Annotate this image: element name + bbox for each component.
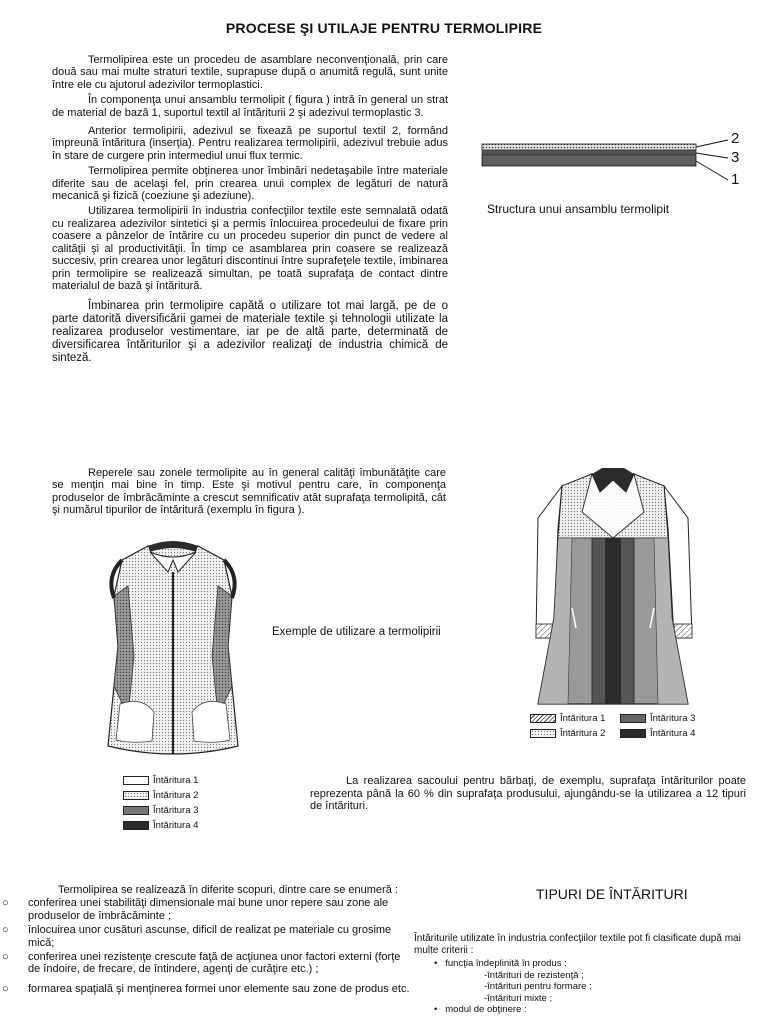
section2-paragraph: Reperele sau zonele termolipite au în general calităţi îmbunătăţite care se menţin mai bine în timp. Este şi motivul pentru care, în componenţa produselor de îmbrăcăminte a crescut semnificativ atât suprafaţa termolipită, cât şi numărul tipurilor de întăritură (exemplu în figura ).: [52, 467, 446, 517]
vest-legend-item-3: Întăritura 3: [123, 803, 198, 818]
dark-swatch-icon: [620, 729, 646, 738]
dotted-swatch-icon: [530, 729, 556, 738]
vest-illustration: [92, 536, 254, 764]
layer-label-3: 3: [731, 149, 740, 166]
structure-figure: [476, 128, 766, 198]
vest-legend: [123, 773, 198, 833]
circle-bullet-icon: ○: [2, 982, 9, 995]
types-heading: TIPURI DE ÎNTĂRITURI: [536, 886, 688, 902]
white-swatch-icon: [123, 776, 149, 785]
coat-illustration: [528, 468, 698, 710]
mid-swatch-icon: [620, 714, 646, 723]
purposes-intro: Termolipirea se realizează în diferite scopuri, dintre care se enumeră :: [58, 884, 398, 896]
circle-bullet-icon: ○: [2, 924, 9, 937]
list-item: -întărituri pentru formare ;: [484, 981, 592, 992]
purposes-section: [0, 884, 410, 997]
list-item: ○ înlocuirea unor cusături ascunse, dificil de realizat pe materiale cu grosime mică;: [2, 924, 392, 949]
circle-bullet-icon: ○: [2, 951, 9, 964]
intro-paragraph-2: În componenţa unui ansamblu termolipit ( figura ) intră în general un strat de material de bază 1, suportul textil al întăriturii 2 şi adezivul termoplastic 3.: [52, 94, 448, 119]
purposes-list: [2, 897, 410, 995]
list-item: ○ conferirea unei stabilităţi dimensionale mai bune unor repere sau zone ale produselor de îmbrăcăminte ;: [2, 897, 389, 922]
dark-swatch-icon: [123, 821, 149, 830]
structure-caption: Structura unui ansamblu termolipit: [487, 202, 670, 216]
list-item: -întărituri mixte ;: [484, 992, 553, 1004]
list-item: -întărituri de rezistenţă ;: [484, 969, 584, 981]
intro-paragraph-1: Termolipirea este un procedeu de asamblare neconvenţională, prin care două sau mai multe straturi textile, suprapuse după o anumită regulă, sunt unite între ele cu ajutorul adezivilor termoplastici.: [52, 54, 448, 91]
coat-legend-item-2: Întăritura 2: [530, 726, 620, 741]
list-item: ○ formarea spaţială şi menţinerea formei unor elemente sau zone de produs etc.: [2, 982, 410, 995]
bullet-icon: •: [434, 1004, 446, 1015]
examples-caption: Exemple de utilizare a termolipirii: [272, 626, 441, 638]
coat-legend-item-1: Întăritura 1: [530, 711, 620, 726]
vest-legend-item-4: Întăritura 4: [123, 818, 198, 833]
coat-legend: [530, 711, 710, 741]
layer-label-2: 2: [731, 130, 740, 147]
coat-legend-item-3: Întăritura 3: [620, 711, 710, 726]
list-item: ○ conferirea unei rezistenţe crescute faţă de acţiunea unor factori externi (forţe de îndoire, de frecare, de întindere, agenţi de curăţire etc.) ;: [2, 951, 401, 976]
bullet-icon: •: [434, 958, 446, 969]
circle-bullet-icon: ○: [2, 897, 9, 910]
vest-legend-item-1: Întăritura 1: [123, 773, 198, 788]
vest-legend-item-2: Întăritura 2: [123, 788, 198, 803]
types-intro: Întăriturile utilizate în industria confecţiilor textile pot fi clasificate după mai multe criterii :: [414, 933, 741, 956]
dotted-swatch-icon: [123, 791, 149, 800]
criterion-function: • funcţia îndeplinită în produs :: [434, 958, 567, 969]
intro-text: [52, 54, 448, 368]
page-title: PROCESE ŞI UTILAJE PENTRU TERMOLIPIRE: [225, 20, 543, 36]
criterion-method: • modul de obţinere :: [434, 1004, 527, 1015]
types-criteria: [414, 958, 754, 1016]
coat-legend-item-4: Întăritura 4: [620, 726, 710, 741]
intro-paragraph-5: Utilizarea termolipirii în industria confecţiilor textile este semnalată odată cu realizarea adezivilor sintetici şi a permis înlocuirea procedeului de fixare prin coasere a pânzelor de întărire cu un procedeu superior din punct de vedere al calităţii şi al productivităţii. În timp ce asamblarea prin coasere se realizează succesiv, prin crearea unor legături discontinui între suprafeţele textile, îmbinarea prin termolipire se realizează simultan, pe toată suprafaţa de contact dintre materialul de bază şi întăritură.: [52, 205, 448, 292]
sacou-paragraph: La realizarea sacoului pentru bărbaţi, de exemplu, suprafaţa întăriturilor poate reprezenta până la 60 % din suprafaţa produsului, ajungându-se la utilizarea a 12 tipuri de întărituri.: [310, 775, 746, 812]
intro-paragraph-6: Îmbinarea prin termolipire capătă o utilizare tot mai largă, pe de o parte datorită diversificării gamei de materiale textile şi tehnologii utilizate la realizarea produselor vestimentare, iar pe de altă parte, determinată de diversificarea întăriturilor şi a adezivilor realizaţi de industria chimică de sinteză.: [52, 300, 448, 365]
hatch-swatch-icon: [530, 714, 556, 723]
mid-swatch-icon: [123, 806, 149, 815]
intro-paragraph-4: Termolipirea permite obţinerea unor îmbinări nedetaşabile între materiale diferite sau de acelaşi fel, prin crearea unui complex de legături de natură mecanică şi fizică (coeziune şi adeziune).: [52, 165, 448, 203]
layered-structure-diagram: [476, 128, 766, 188]
layer-label-1: 1: [731, 171, 740, 188]
intro-paragraph-3: Anterior termolipirii, adezivul se fixează pe suportul textil 2, formând împreună întăritura (inserţia). Pentru realizarea termolipirii, adezivul trebuie adus în stare de curgere prin intermediul unui flux termic.: [52, 125, 448, 162]
